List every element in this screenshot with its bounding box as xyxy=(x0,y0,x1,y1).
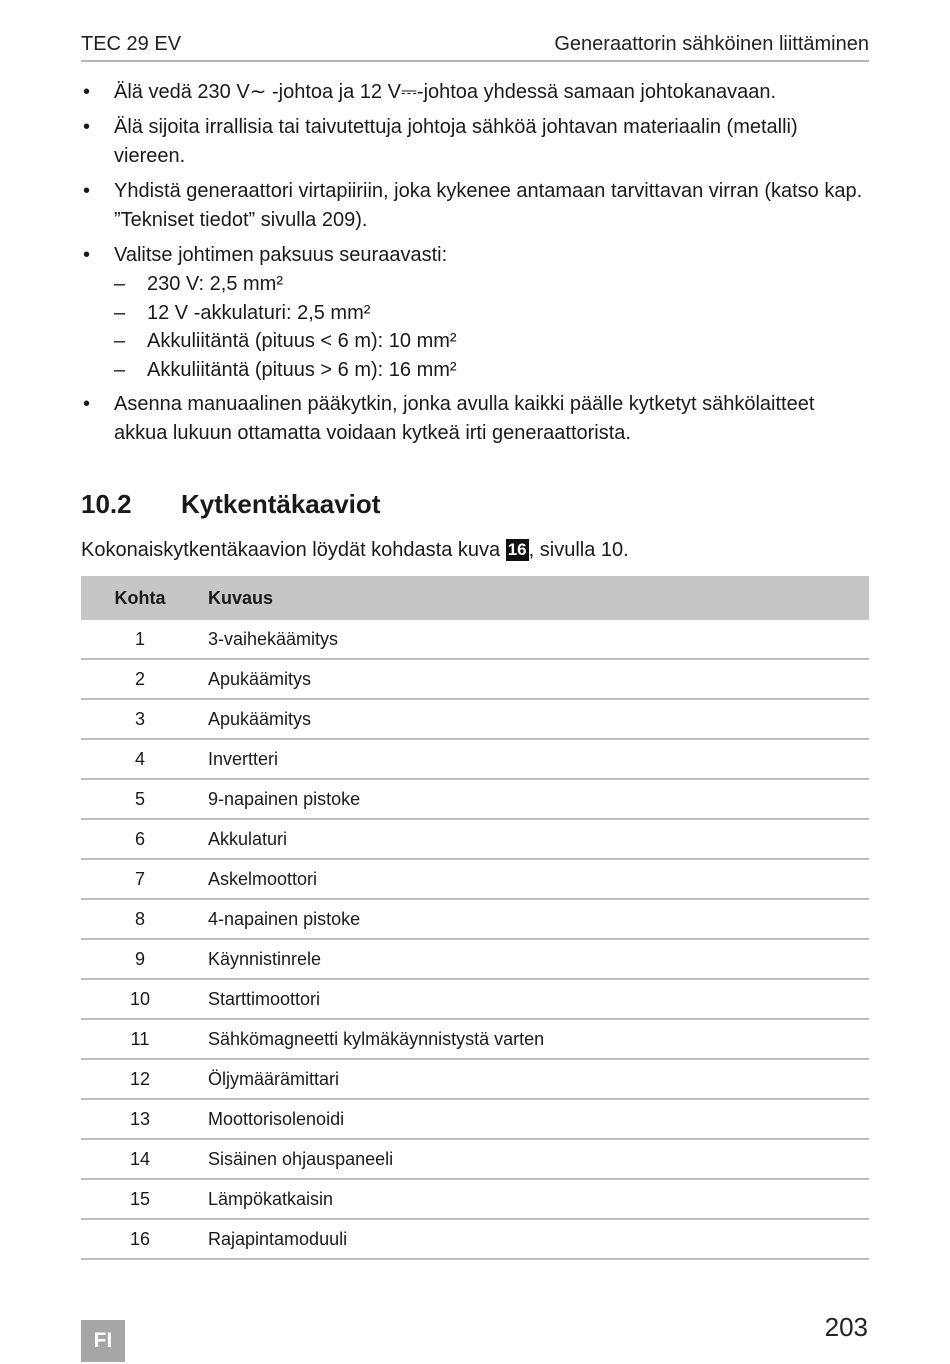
table-header-row xyxy=(81,576,869,620)
item-description-cell: Moottorisolenoidi xyxy=(199,1099,869,1139)
table-row xyxy=(81,859,869,899)
item-description-cell: 3-vaihekäämitys xyxy=(199,620,869,659)
table-row xyxy=(81,899,869,939)
item-number-cell: 15 xyxy=(81,1179,199,1219)
header-model: TEC 29 EV xyxy=(81,33,182,55)
item-number-cell: 8 xyxy=(81,899,199,939)
sub-list-item: – 230 V: 2,5 mm² xyxy=(114,270,869,299)
item-description-cell: Käynnistinrele xyxy=(199,939,869,979)
item-description-cell: Akkulaturi xyxy=(199,819,869,859)
figure-reference-badge: 16 xyxy=(507,540,527,559)
table-row xyxy=(81,939,869,979)
list-item-text: Valitse johtimen paksuus seuraavasti: xyxy=(114,244,448,266)
item-number-cell: 12 xyxy=(81,1059,199,1099)
intro-text-end: , sivulla 10. xyxy=(528,539,629,561)
table-row xyxy=(81,819,869,859)
item-description-cell: Rajapintamoduuli xyxy=(199,1219,869,1259)
sub-list-item: – Akkuliitäntä (pituus > 6 m): 16 mm² xyxy=(114,356,869,385)
item-description-cell: Starttimoottori xyxy=(199,979,869,1019)
table-row xyxy=(81,620,869,659)
list-item-text: Älä sijoita irrallisia tai taivutettuja johtoja sähköä johtavan materiaalin (metalli) viereen. xyxy=(114,116,798,167)
table-row xyxy=(81,779,869,819)
item-number-cell: 13 xyxy=(81,1099,199,1139)
list-item-text: Älä vedä 230 V∼ -johtoa ja 12 V⎓-johtoa yhdessä samaan johtokanavaan. xyxy=(114,81,777,103)
item-description-cell: Sisäinen ohjauspaneeli xyxy=(199,1139,869,1179)
item-description-cell: Öljymäärämittari xyxy=(199,1059,869,1099)
list-item xyxy=(81,177,869,235)
table-row xyxy=(81,1099,869,1139)
table-row xyxy=(81,979,869,1019)
item-number-cell: 16 xyxy=(81,1219,199,1259)
item-number-cell: 2 xyxy=(81,659,199,699)
page-number: 203 xyxy=(824,1312,868,1342)
item-description-cell: Lämpökatkaisin xyxy=(199,1179,869,1219)
list-item xyxy=(81,78,869,107)
item-number-cell: 1 xyxy=(81,620,199,659)
list-item-text: Yhdistä generaattori virtapiiriin, joka kykenee antamaan tarvittavan virran (katso kap. ”Tekniset tiedot” sivulla 209). xyxy=(114,180,863,231)
list-item xyxy=(81,241,869,384)
item-description-cell: Apukäämitys xyxy=(199,699,869,739)
section-heading xyxy=(81,486,380,522)
item-description-cell: Apukäämitys xyxy=(199,659,869,699)
item-number-cell: 7 xyxy=(81,859,199,899)
item-description-cell: 4-napainen pistoke xyxy=(199,899,869,939)
item-description-cell: Invertteri xyxy=(199,739,869,779)
table-row xyxy=(81,699,869,739)
section-number: 10.2 xyxy=(81,489,132,519)
table-row xyxy=(81,1059,869,1099)
table-row xyxy=(81,1179,869,1219)
item-number-cell: 14 xyxy=(81,1139,199,1179)
column-header-description: Kuvaus xyxy=(199,576,869,620)
language-tab: FI xyxy=(81,1320,125,1362)
list-item xyxy=(81,113,869,171)
table-row xyxy=(81,1019,869,1059)
instruction-list xyxy=(81,78,869,454)
item-description-cell: Sähkömagneetti kylmäkäynnistystä varten xyxy=(199,1019,869,1059)
table-row xyxy=(81,1139,869,1179)
section-title: Kytkentäkaaviot xyxy=(181,489,381,519)
item-number-cell: 5 xyxy=(81,779,199,819)
intro-text: Kokonaiskytkentäkaavion löydät kohdasta kuva xyxy=(81,539,506,561)
header-chapter-title: Generaattorin sähköinen liittäminen xyxy=(554,33,869,55)
item-number-cell: 6 xyxy=(81,819,199,859)
intro-paragraph xyxy=(81,536,629,565)
table-body xyxy=(81,620,869,1259)
column-header-item: Kohta xyxy=(81,576,199,620)
sub-list-item: – Akkuliitäntä (pituus < 6 m): 10 mm² xyxy=(114,327,869,356)
list-item xyxy=(81,390,869,448)
item-description-cell: Askelmoottori xyxy=(199,859,869,899)
list-item-text: Asenna manuaalinen pääkytkin, jonka avulla kaikki päälle kytketyt sähkölaitteet akkua lukuun ottamatta voidaan kytkeä irti generaattorista. xyxy=(114,393,815,444)
table-row xyxy=(81,1219,869,1259)
wire-size-list xyxy=(114,270,869,384)
item-number-cell: 9 xyxy=(81,939,199,979)
item-description-cell: 9-napainen pistoke xyxy=(199,779,869,819)
item-number-cell: 4 xyxy=(81,739,199,779)
table-row xyxy=(81,659,869,699)
parts-table xyxy=(81,576,869,1260)
item-number-cell: 11 xyxy=(81,1019,199,1059)
sub-list-item: – 12 V -akkulaturi: 2,5 mm² xyxy=(114,299,869,328)
item-number-cell: 10 xyxy=(81,979,199,1019)
table-row xyxy=(81,739,869,779)
page-header xyxy=(81,30,869,62)
item-number-cell: 3 xyxy=(81,699,199,739)
